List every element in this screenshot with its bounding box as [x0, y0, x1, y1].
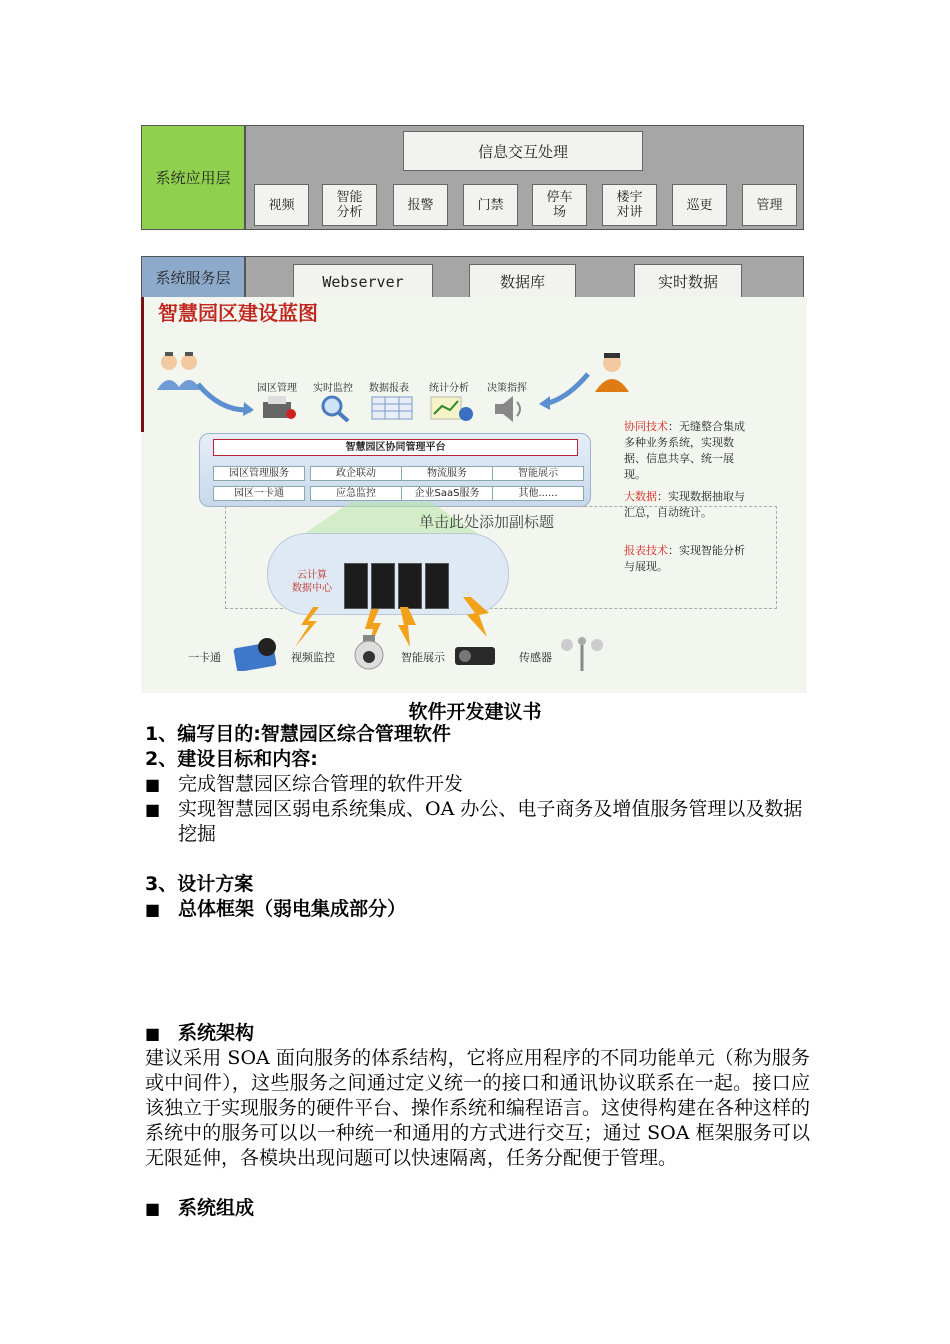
- app-item-analysis: 智能 分析: [322, 184, 377, 226]
- magnifier-icon: [319, 394, 351, 422]
- note-head: 协同技术: [624, 420, 668, 433]
- blueprint-title: 智慧园区建设蓝图: [158, 301, 318, 325]
- server-rack-icon: [371, 563, 395, 609]
- bullet-text: 系统架构: [178, 1022, 255, 1044]
- projector-icon: [453, 641, 497, 669]
- spreadsheet-icon: [371, 396, 413, 420]
- bullet-square-icon: ■: [145, 900, 161, 919]
- app-item-patrol: 巡更: [672, 184, 727, 226]
- document-title: 软件开发建议书: [408, 701, 542, 723]
- bullet-text: 完成智慧园区综合管理的软件开发: [178, 773, 464, 795]
- bullet-item: [145, 1021, 810, 1046]
- cloud-label: [292, 569, 332, 595]
- device-sensor: 传感器: [519, 651, 552, 664]
- application-layer: [141, 125, 804, 230]
- collaboration-platform: [199, 433, 591, 507]
- server-rack-icon: [398, 563, 422, 609]
- subtitle-placeholder[interactable]: 单击此处添加副标题: [419, 513, 555, 531]
- service-layer-label: 系统服务层: [142, 257, 246, 298]
- bullet-item: [145, 772, 810, 797]
- bullet-text: 总体框架（弱电集成部分）: [178, 898, 407, 920]
- service-database: 数据库: [469, 264, 576, 298]
- device-video: 视频监控: [291, 651, 335, 664]
- architecture-diagram: [141, 125, 804, 297]
- service-webserver: Webserver: [293, 264, 433, 298]
- note-body: ：实现数据抽取与汇总，自动统计。: [624, 490, 745, 519]
- platform-service: 企业SaaS服务: [401, 486, 493, 501]
- bullet-square-icon: ■: [145, 1024, 161, 1043]
- module-decision: 决策指挥: [487, 383, 527, 394]
- manager-icon: [591, 350, 633, 392]
- platform-title: 智慧园区协同管理平台: [213, 439, 578, 456]
- note-collaboration: [624, 419, 749, 483]
- note-report: [624, 543, 749, 575]
- module-realtime-monitor: 实时监控: [313, 383, 353, 394]
- app-item-video: 视频: [254, 184, 309, 226]
- platform-service: 园区管理服务: [213, 466, 305, 481]
- module-park-management: 园区管理: [257, 383, 297, 394]
- module-data-report: 数据报表: [369, 383, 409, 394]
- architecture-paragraph: 建议采用 SOA 面向服务的体系结构，它将应用程序的不同功能单元（称为服务或中间件），这些服务之间通过定义统一的接口和通讯协议联系在一起。接口应该独立于实现服务的硬件平台、操作系统和编程语言。这使得构建在各种这样的系统中的服务可以以一种统一和通用的方式进行交互；通过 SOA 框架服务可以无限延伸，各模块出现问题可以快速隔离，任务分配便于管理。: [145, 1047, 811, 1169]
- platform-service: 其他......: [492, 486, 584, 501]
- bullet-item: [145, 1196, 810, 1221]
- layer-gap: [141, 230, 804, 256]
- section-design: 3、设计方案: [145, 873, 254, 895]
- info-exchange-box: 信息交互处理: [403, 131, 643, 171]
- section-goals: 2、建设目标和内容:: [145, 748, 318, 770]
- platform-service: 物流服务: [401, 466, 493, 481]
- cloud-label-line: 云计算: [297, 570, 327, 581]
- red-accent-bar: [141, 297, 144, 432]
- service-layer: [141, 256, 804, 297]
- app-item-intercom: 楼宇 对讲: [602, 184, 657, 226]
- app-item-access: 门禁: [463, 184, 518, 226]
- cloud-label-line: 数据中心: [292, 583, 332, 594]
- device-card: 一卡通: [188, 651, 221, 664]
- speaker-icon: [491, 394, 527, 424]
- bullet-square-icon: ■: [145, 800, 161, 819]
- bullet-text: 系统组成: [178, 1197, 255, 1219]
- lightning-icon: [461, 597, 495, 637]
- platform-service: 园区一卡通: [213, 486, 305, 501]
- camera-icon: [349, 635, 389, 671]
- section-purpose: 1、编写目的:智慧园区综合管理软件: [145, 723, 451, 745]
- platform-service: 政企联动: [310, 466, 402, 481]
- app-item-manage: 管理: [742, 184, 797, 226]
- app-item-parking: 停车 场: [532, 184, 587, 226]
- application-layer-label: 系统应用层: [142, 126, 246, 229]
- lightning-icon: [396, 607, 420, 647]
- arrow-left-icon: [196, 382, 256, 417]
- module-statistics: 统计分析: [429, 383, 469, 394]
- server-rack-icon: [425, 563, 449, 609]
- bullet-square-icon: ■: [145, 1199, 161, 1218]
- lightning-icon: [291, 607, 321, 647]
- note-head: 报表技术: [624, 544, 668, 557]
- chart-icon: [430, 396, 474, 422]
- bullet-item: [145, 897, 810, 922]
- server-rack-icon: [344, 563, 368, 609]
- device-display: 智能展示: [401, 651, 445, 664]
- platform-service: 应急监控: [310, 486, 402, 501]
- card-icon: [231, 635, 279, 671]
- blueprint-image: [141, 297, 807, 693]
- note-body: ：无缝整合集成多种业务系统，实现数据、信息共享、统一展现。: [624, 420, 745, 481]
- platform-service: 智能展示: [492, 466, 584, 481]
- note-body: ：实现智能分析与展现。: [624, 544, 745, 573]
- note-head: 大数据: [624, 490, 657, 503]
- bullet-text: 实现智慧园区弱电系统集成、OA 办公、电子商务及增值服务管理以及数据挖掘: [178, 798, 803, 845]
- anemometer-icon: [559, 637, 605, 671]
- app-item-alarm: 报警: [393, 184, 448, 226]
- bullet-square-icon: ■: [145, 775, 161, 794]
- note-bigdata: [624, 489, 749, 521]
- printer-icon: [259, 394, 299, 422]
- service-realtime: 实时数据: [634, 264, 742, 298]
- arrow-right-icon: [536, 372, 591, 412]
- bullet-item: [145, 797, 810, 847]
